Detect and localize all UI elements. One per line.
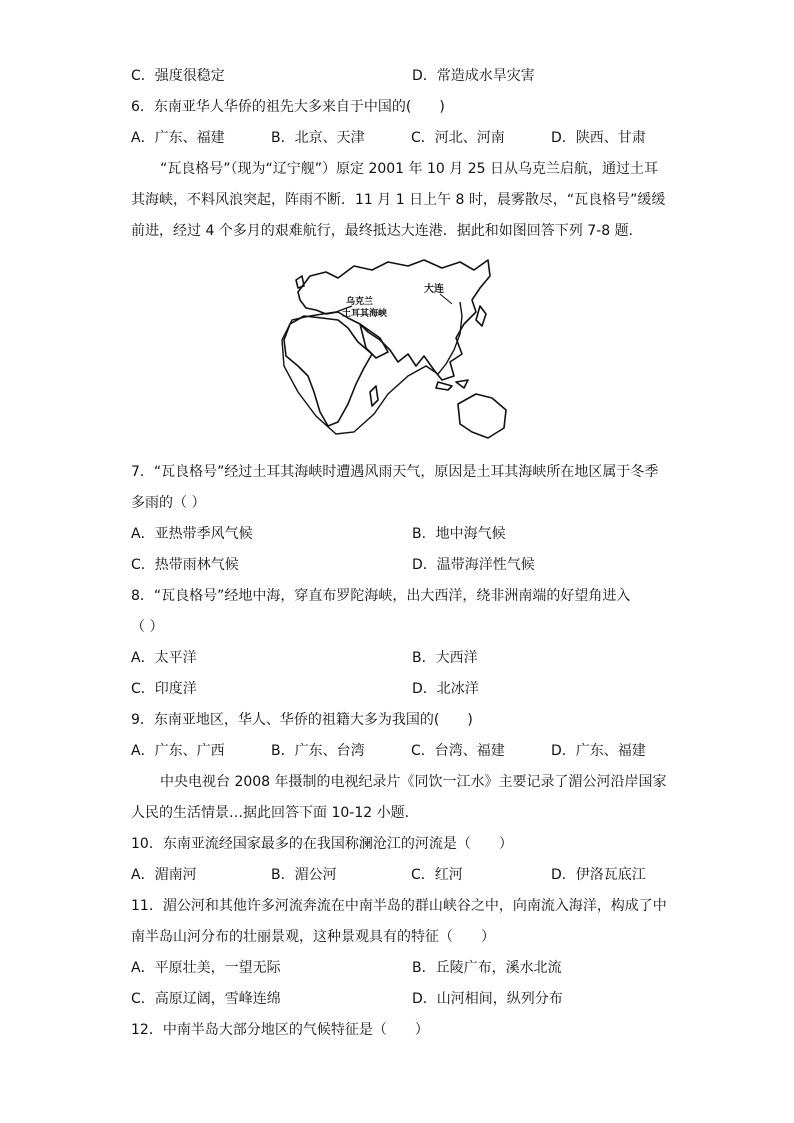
q8-option-a: A．太平洋 [131,650,197,666]
q5-option-c: C．强度很稳定 [131,68,225,84]
q7-option-c: C．热带雨林气候 [131,557,239,573]
voyage-route [282,302,462,434]
australia-outline [458,394,506,438]
q8-stem-line-1: 8．“瓦良格号”经地中海，穿直布罗陀海峡，出大西洋，绕非洲南端的好望角进入 [131,588,631,604]
q11-option-a: A．平原壮美，一望无际 [131,960,281,976]
q11-option-d: D．山河相间，纵列分布 [412,991,563,1007]
passage1-line-2: 其海峡，不料风浪突起，阵雨不断．11 月 1 日上午 8 时，晨雾散尽，“瓦良格号”缓缓 [131,192,666,208]
q8-option-d: D．北冰洋 [412,681,479,697]
africa-outline [284,316,372,426]
voyage-route-map [276,254,522,450]
q9-option-a: A．广东、广西 [131,743,225,759]
japan-outline [476,306,486,326]
q8-option-c: C．印度洋 [131,681,197,697]
q6-stem: 6．东南亚华人华侨的祖先大多来自于中国的( ) [131,99,445,115]
q6-option-b: B．北京、天津 [271,130,365,146]
dalian-pointer [440,294,452,304]
sea-islands-outline [436,380,468,390]
q5-option-d: D．常造成水旱灾害 [412,68,535,84]
q8-option-b: B．大西洋 [412,650,478,666]
q7-stem-line-1: 7．“瓦良格号”经过土耳其海峡时遭遇风雨天气，原因是土耳其海峡所在地区属于冬季 [131,464,659,480]
passage2-line-1: 中央电视台 2008 年摄制的电视纪录片《同饮一江水》主要记录了湄公河沿岸国家 [160,774,667,790]
q10-option-a: A．湄南河 [131,867,197,883]
q7-option-b: B．地中海气候 [412,526,506,542]
madagascar-outline [370,386,378,406]
map-label-dalian: 大连 [424,284,444,295]
q10-option-c: C．红河 [411,867,463,883]
q7-option-d: D．温带海洋性气候 [412,557,535,573]
q11-option-c: C．高原辽阔，雪峰连绵 [131,991,281,1007]
map-label-turkish-strait: 土耳其海峡 [342,309,388,319]
q11-stem-line-1: 11．湄公河和其他许多河流奔流在中南半岛的群山峡谷之中，向南流入海洋，构成了中 [131,898,667,914]
passage1-line-1: “瓦良格号”（现为“辽宁舰”）原定 2001 年 10 月 25 日从乌克兰启航，通过土耳 [160,161,658,177]
q6-option-a: A．广东、福建 [131,130,225,146]
q9-stem: 9．东南亚地区，华人、华侨的祖籍大多为我国的( ) [131,712,473,728]
q6-option-c: C．河北、河南 [411,130,505,146]
q7-option-a: A．亚热带季风气候 [131,526,253,542]
q10-option-b: B．湄公河 [271,867,337,883]
q10-option-d: D．伊洛瓦底江 [551,867,646,883]
q8-stem-line-2: （ ） [131,619,164,635]
passage2-line-2: 人民的生活情景…据此回答下面 10-12 小题． [131,805,419,821]
q7-stem-line-2: 多雨的（ ） [131,495,206,511]
q9-option-b: B．广东、台湾 [271,743,365,759]
map-label-ukraine: 乌克兰 [346,297,374,307]
q12-stem: 12．中南半岛大部分地区的气候特征是（ ） [131,1022,429,1038]
passage1-line-3: 前进，经过 4 个多月的艰难航行，最终抵达大连港．据此和如图回答下列 7-8 题． [131,223,643,239]
q10-stem: 10．东南亚流经国家最多的在我国称澜沧江的河流是（ ） [131,836,513,852]
q9-option-c: C．台湾、福建 [411,743,505,759]
q11-stem-line-2: 南半岛山河分布的壮丽景观，这种景观具有的特征（ ） [131,929,495,945]
q9-option-d: D．广东、福建 [551,743,646,759]
q11-option-b: B．丘陵广布，溪水北流 [412,960,562,976]
q6-option-d: D．陕西、甘肃 [551,130,646,146]
britain-outline [296,276,304,288]
